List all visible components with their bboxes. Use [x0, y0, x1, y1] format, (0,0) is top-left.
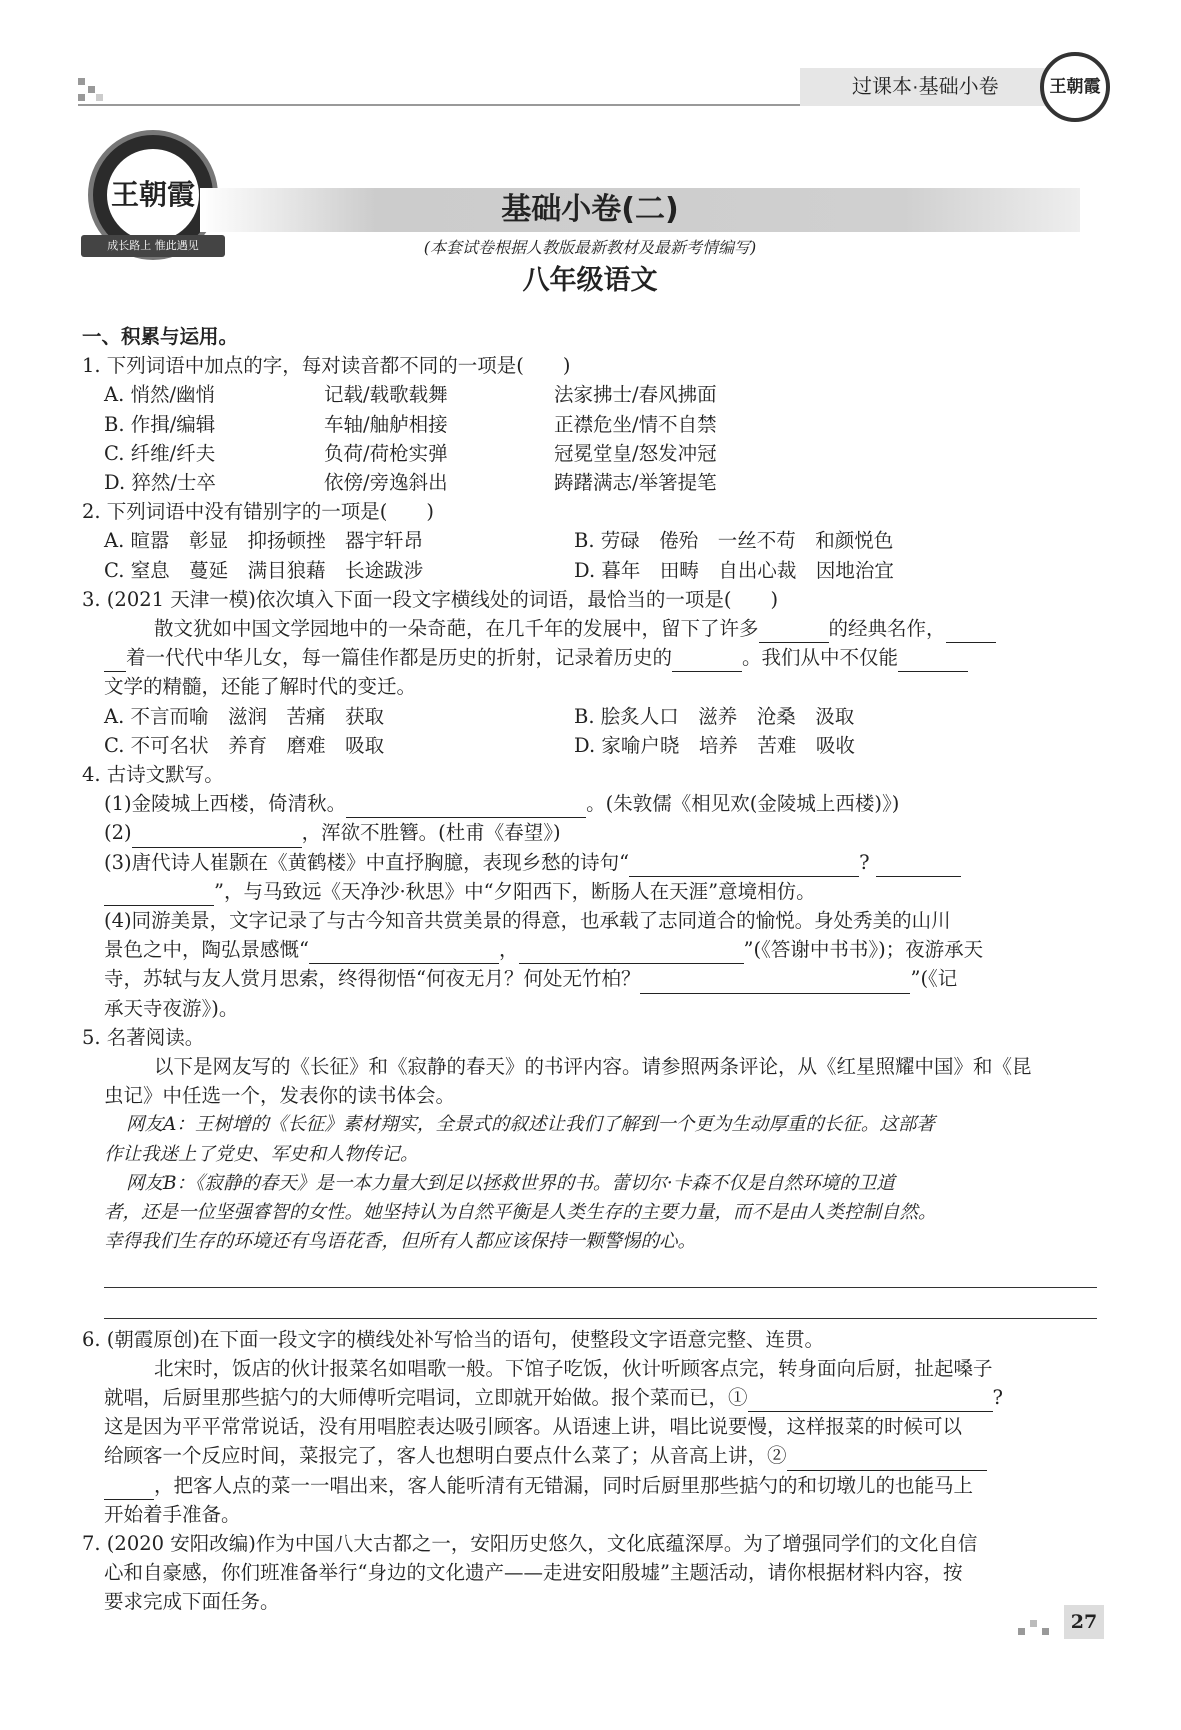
- q3-options-row1[interactable]: A. 不言而喻 滋润 苦痛 获取 B. 脍炙人口 滋养 沧桑 汲取: [104, 704, 855, 728]
- q3-blank-3[interactable]: [672, 649, 742, 672]
- q4-line4: (4)同游美景，文字记录了与古今知音共赏美景的得意，也承载了志同道合的愉悦。身处秀美的山川: [104, 909, 951, 933]
- q4-blank-3b[interactable]: [876, 854, 961, 877]
- q5-comment-b-line2: 者，还是一位坚强睿智的女性。她坚持认为自然平衡是人类生存的主要力量，而不是由人类控制自然。: [104, 1202, 937, 1224]
- q6-blank-1[interactable]: [748, 1389, 993, 1412]
- q3-passage-line2: 着一代代中华儿女，每一篇佳作都是历史的折射，记录着历史的 。我们从中不仅能: [82, 643, 1097, 672]
- header-seal-logo: [1040, 52, 1110, 122]
- q6-passage-line5: ，把客人点的菜一一唱出来，客人能听清有无错漏，同时后厨里那些掂勺的和切墩儿的也能马上: [82, 1471, 1097, 1500]
- brand-seal-logo: [88, 130, 218, 260]
- q1-option-c[interactable]: C. 纤维/纤夫 负荷/荷枪实弹 冠冕堂皇/怒发冲冠: [104, 441, 717, 465]
- q5-comment-b-line3: 幸得我们生存的环境还有鸟语花香，但所有人都应该保持一颗警惕的心。: [104, 1231, 697, 1253]
- q4-line3-cont: ”，与马致远《天净沙·秋思》中“夕阳西下，断肠人在天涯”意境相仿。: [82, 877, 1097, 906]
- q7-line3: 要求完成下面任务。: [104, 1590, 280, 1614]
- section-heading: 一、积累与运用。: [82, 325, 239, 348]
- q5-answer-line-1[interactable]: [104, 1287, 1097, 1288]
- q6-blank-2b[interactable]: [104, 1477, 154, 1500]
- q3-blank-1[interactable]: [759, 620, 829, 643]
- q6-passage-line3: 这是因为平平常常说话，没有用唱腔表达吸引顾客。从语速上讲，唱比说要慢，这样报菜的时候可以: [104, 1415, 963, 1439]
- q4-line4-cont2: 寺，苏轼与友人赏月思索，终得彻悟“何夜无月？何处无竹柏？ ”(《记: [82, 964, 1097, 993]
- q4-blank-3c[interactable]: [104, 883, 214, 906]
- q5-answer-line-2[interactable]: [104, 1318, 1097, 1319]
- footer-decoration: [1018, 1620, 1058, 1640]
- q1-stem: 1. 下列词语中加点的字，每对读音都不同的一项是( ): [82, 354, 571, 378]
- q6-passage-line2: 就唱，后厨里那些掂勺的大师傅听完唱词，立即就开始做。报个菜而已，① ?: [82, 1383, 1097, 1412]
- q2-stem: 2. 下列词语中没有错别字的一项是( ): [82, 500, 435, 524]
- q4-blank-2[interactable]: [132, 825, 302, 848]
- q6-passage-line4: 给顾客一个反应时间，菜报完了，客人也想明白要点什么菜了；从音高上讲，②: [82, 1441, 1097, 1470]
- q7-stem: 7. (2020 安阳改编)作为中国八大古都之一，安阳历史悠久，文化底蕴深厚。为了增强同学们的文化自信: [82, 1531, 978, 1555]
- q5-comment-a-line2: 作让我迷上了党史、军史和人物传记。: [104, 1143, 419, 1165]
- q3-options-row2[interactable]: C. 不可名状 养育 磨难 吸取 D. 家喻户晓 培养 苦难 吸收: [104, 733, 855, 757]
- q3-passage-line3: 文学的精髓，还能了解时代的变迁。: [104, 675, 417, 699]
- q3-passage-line1: 散文犹如中国文学园地中的一朵奇葩，在几千年的发展中，留下了许多 的经典名作，: [82, 614, 1097, 643]
- q2-options-row2[interactable]: C. 窒息 蔓延 满目狼藉 长途跋涉 D. 暮年 田畴 自出心裁 因地治宜: [104, 558, 894, 582]
- q1-option-b[interactable]: B. 作揖/编辑 车轴/舳舻相接 正襟危坐/情不自禁: [104, 412, 717, 436]
- q1-option-a[interactable]: A. 悄然/幽悄 记载/载歌载舞 法家拂士/春风拂面: [104, 383, 717, 407]
- q3-blank-2a[interactable]: [946, 620, 996, 643]
- header-rule: [78, 104, 803, 106]
- q4-stem: 4. 古诗文默写。: [82, 763, 224, 787]
- q6-passage-line1: 北宋时，饭店的伙计报菜名如唱歌一般。下馆子吃饭，伙计听顾客点完，转身面向后厨，扯起嗓子: [154, 1356, 993, 1380]
- exam-content: [82, 322, 1097, 1617]
- q4-blank-3a[interactable]: [629, 854, 859, 877]
- q5-comment-b-line1: 网友B：《寂静的春天》是一本力量大到足以拯救世界的书。蕾切尔·卡森不仅是自然环境的卫道: [126, 1172, 895, 1194]
- q5-intro-line2: 虫记》中任选一个，发表你的读书体会。: [104, 1084, 456, 1108]
- q5-intro-line1: 以下是网友写的《长征》和《寂静的春天》的书评内容。请参照两条评论，从《红星照耀中国》和《昆: [154, 1055, 1032, 1079]
- q4-line3: (3)唐代诗人崔颢在《黄鹤楼》中直抒胸臆，表现乡愁的诗句“ ?: [82, 848, 1097, 877]
- q4-blank-4a[interactable]: [309, 941, 499, 964]
- q4-blank-4b[interactable]: [519, 941, 744, 964]
- q4-blank-4c[interactable]: [640, 971, 910, 994]
- q4-line2: (2) ，浑欲不胜簪。(杜甫《春望》): [82, 818, 1097, 847]
- brand-seal-text: 王朝霞: [107, 149, 199, 241]
- q3-stem: 3. (2021 天津一模)依次填入下面一段文字横线处的词语，最恰当的一项是( ): [82, 587, 779, 611]
- brand-ribbon: 成长路上 惟此遇见: [81, 235, 225, 257]
- q1-option-d[interactable]: D. 猝然/士卒 依傍/旁逸斜出 踌躇满志/举箸提笔: [104, 471, 717, 495]
- page-title: 基础小卷(二): [501, 192, 679, 227]
- page-number: 27: [1064, 1605, 1104, 1639]
- q4-line4-cont1: 景色之中，陶弘景感慨“ ， ”(《答谢中书书》)；夜游承天: [82, 935, 1097, 964]
- q6-stem: 6. (朝霞原创)在下面一段文字的横线处补写恰当的语句，使整段文字语意完整、连贯。: [82, 1327, 825, 1351]
- q3-blank-2b[interactable]: [104, 649, 126, 672]
- q4-line4-cont3: 承天寺夜游》)。: [104, 996, 239, 1020]
- q3-blank-4[interactable]: [898, 649, 968, 672]
- header-seal-text: 王朝霞: [1049, 77, 1101, 97]
- q4-line1: (1)金陵城上西楼，倚清秋。 。(朱敦儒《相见欢(金陵城上西楼)》): [82, 789, 1097, 818]
- q5-stem: 5. 名著阅读。: [82, 1025, 205, 1049]
- q6-passage-line6: 开始着手准备。: [104, 1502, 241, 1526]
- page-subtitle: (本套试卷根据人教版最新教材及最新考情编写): [423, 238, 757, 257]
- q7-line2: 心和自豪感，你们班准备举行“身边的文化遗产——走进安阳殷墟”主题活动，请你根据材料内容，按: [104, 1561, 963, 1585]
- q5-comment-a-line1: 网友A：王树增的《长征》素材翔实，全景式的叙述让我们了解到一个更为生动厚重的长征。这部著: [126, 1114, 935, 1136]
- q4-blank-1[interactable]: [346, 795, 586, 818]
- grade-heading: 八年级语文: [522, 265, 658, 296]
- header-tab: 过课本·基础小卷: [800, 68, 1060, 106]
- q6-blank-2a[interactable]: [787, 1448, 987, 1471]
- q2-options-row1[interactable]: A. 暄嚣 彰显 抑扬顿挫 器宇轩昂 B. 劳碌 倦殆 一丝不苟 和颜悦色: [104, 529, 894, 553]
